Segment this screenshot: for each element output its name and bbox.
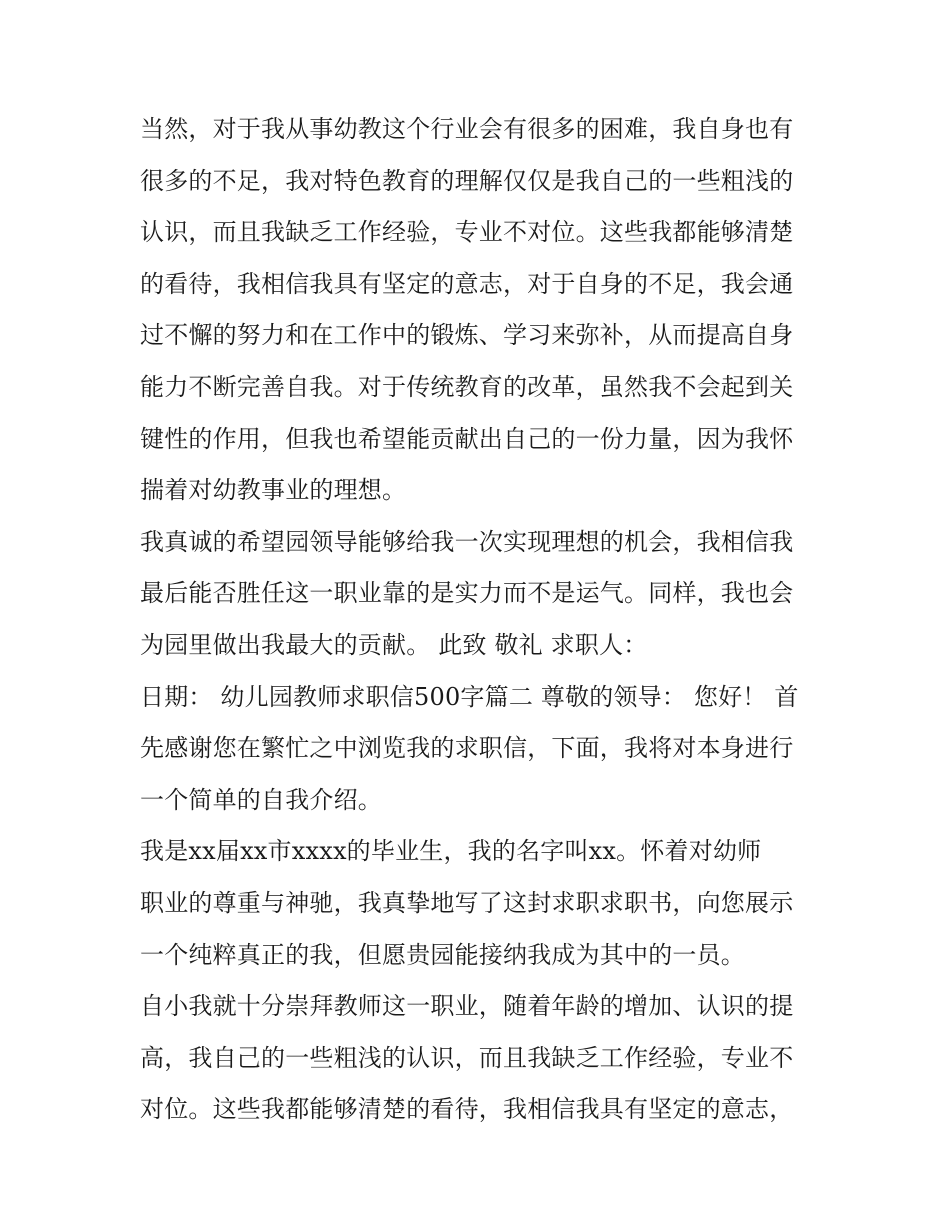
text-line: 高，我自己的一些粗浅的认识，而且我缺乏工作经验，专业不 [140, 1043, 794, 1072]
text-line: 对位。这些我都能够清楚的看待，我相信我具有坚定的意志， [140, 1095, 794, 1124]
text-line: 日期： 幼儿园教师求职信500字篇二 尊敬的领导： 您好！ 首 [140, 682, 799, 711]
text-line: 一个纯粹真正的我，但愿贵园能接纳我成为其中的一员。 [140, 940, 745, 969]
text-line: 职业的尊重与神驰，我真挚地写了这封求职求职书，向您展示 [140, 888, 794, 917]
paragraph [140, 672, 815, 827]
paragraph [140, 517, 815, 672]
paragraph [140, 104, 815, 517]
text-line: 认识，而且我缺乏工作经验，专业不对位。这些我都能够清楚 [140, 218, 794, 247]
text-line: 为园里做出我最大的贡献。 此致 敬礼 求职人： [140, 630, 648, 659]
text-line: 我真诚的希望园领导能够给我一次实现理想的机会，我相信我 [140, 527, 794, 556]
text-line: 自小我就十分崇拜教师这一职业，随着年龄的增加、认识的提 [140, 992, 794, 1021]
text-line: 最后能否胜任这一职业靠的是实力而不是运气。同样，我也会 [140, 579, 794, 608]
paragraph [140, 826, 815, 981]
text-line: 揣着对幼教事业的理想。 [140, 476, 407, 505]
text-line: 很多的不足，我对特色教育的理解仅仅是我自己的一些粗浅的 [140, 166, 794, 195]
paragraph [140, 981, 815, 1136]
text-line: 当然，对于我从事幼教这个行业会有很多的困难，我自身也有 [140, 115, 794, 143]
document-body [140, 104, 815, 1136]
text-line: 的看待，我相信我具有坚定的意志，对于自身的不足，我会通 [140, 269, 794, 298]
text-line: 我是xx届xx市xxxx的毕业生，我的名字叫xx。怀着对幼师 [140, 837, 762, 866]
text-line: 能力不断完善自我。对于传统教育的改革，虽然我不会起到关 [140, 372, 794, 401]
text-line: 一个简单的自我介绍。 [140, 785, 382, 814]
text-line: 过不懈的努力和在工作中的锻炼、学习来弥补，从而提高自身 [140, 321, 794, 350]
text-line: 键性的作用，但我也希望能贡献出自己的一份力量，因为我怀 [140, 424, 794, 453]
text-line: 先感谢您在繁忙之中浏览我的求职信，下面，我将对本身进行 [140, 734, 794, 763]
